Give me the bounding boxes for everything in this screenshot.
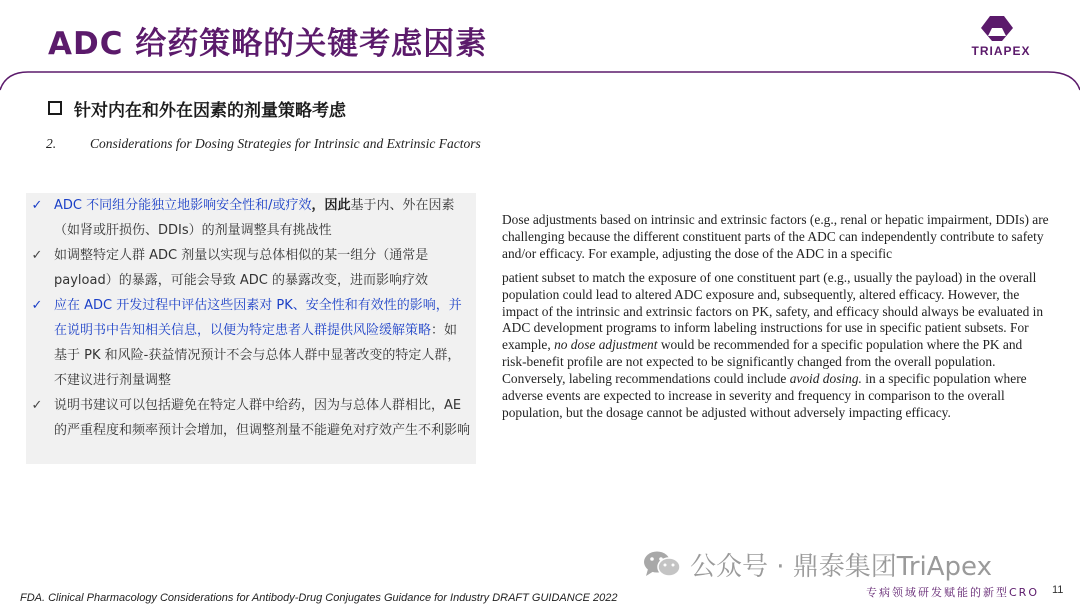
- bullet-1-connector: ，因此: [311, 198, 351, 213]
- chinese-summary-box: [26, 193, 476, 464]
- section-heading-text: 针对内在和外在因素的剂量策略考虑: [74, 101, 346, 121]
- emphasis-text: avoid dosing.: [789, 371, 862, 387]
- check-icon: ✓: [31, 398, 43, 413]
- footer-tagline: 专病领域研发赋能的新型CRO: [866, 586, 1039, 599]
- watermark: [642, 546, 992, 586]
- triapex-logo-icon: [980, 14, 1014, 42]
- bullet-3-text: ：如基于 PK 和风险-获益情况预计不会与总体人群中显著改变的特定人群，不建议进行剂量调整: [54, 323, 461, 388]
- watermark-text: 公众号 · 鼎泰集团TriApex: [690, 552, 992, 582]
- bullet-item: [26, 243, 476, 293]
- footnote-citation: FDA. Clinical Pharmacology Considerations for Antibody-Drug Conjugates Guidance for Industry DRAFT GUIDANCE 2022: [20, 592, 618, 604]
- english-text: patient subset to match the exposure of one constituent part (e.g., usually the payload) in the overall population could lead to altered ADC exposure and, subsequently, altered efficacy. However, the impact of the intrinsic and extrinsic factors on PK, safety, and efficacy should always be evaluated in ADC development programs to inform labeling instructions for use in specific patient subsets. For example,: [502, 269, 1044, 353]
- subheading-text: Considerations for Dosing Strategies for Intrinsic and Extrinsic Factors: [90, 136, 481, 151]
- slide-title: ADC 给药策略的关键考虑因素: [48, 26, 488, 62]
- bullet-item: [26, 193, 476, 243]
- header-divider-curve: [0, 62, 1080, 92]
- bullet-item: [26, 393, 476, 443]
- bullet-1-text: 基于内、外在因素（如肾或肝损伤、DDIs）的剂量调整具有挑战性: [54, 198, 455, 238]
- english-paragraph-1: Dose adjustments based on intrinsic and extrinsic factors (e.g., renal or hepatic impairment, DDIs) are challenging because the different constituent parts of the ADC can independently contribute to safety and/or efficacy. For example, adjusting the dose of the ADC in a specific: [502, 212, 1049, 261]
- bullet-item: [26, 293, 476, 393]
- check-icon: ✓: [31, 248, 43, 263]
- english-subheading: [46, 136, 481, 152]
- check-icon: ✓: [31, 298, 43, 313]
- page-number: 11: [1052, 584, 1064, 596]
- subheading-number: 2.: [46, 136, 57, 151]
- english-paragraph-2: [502, 270, 1050, 422]
- section-heading: [48, 96, 346, 121]
- square-outline-icon: [48, 101, 62, 115]
- bullet-2-text: 如调整特定人群 ADC 剂量以实现与总体相似的某一组分（通常是 payload）的暴露，可能会导致 ADC 的暴露改变，进而影响疗效: [54, 248, 429, 288]
- wechat-icon: [642, 549, 682, 586]
- english-guidance-text: [502, 212, 1050, 422]
- bullet-1-highlight: ADC 不同组分能独立地影响安全性和/或疗效: [54, 198, 312, 213]
- logo-text: TRIAPEX: [971, 44, 1031, 58]
- check-icon: ✓: [31, 198, 43, 213]
- english-text: in a specific population where adverse events are expected to increase in severity and frequency in comparison to the overall population, but the dosage cannot be adjusted without adversely impacting efficacy.: [502, 371, 1027, 420]
- bullet-4-text: 说明书建议可以包括避免在特定人群中给药，因为与总体人群相比，AE 的严重程度和频率预计会增加，但调整剂量不能避免对疗效产生不利影响: [54, 398, 471, 438]
- emphasis-text: no dose adjustment: [554, 337, 658, 353]
- english-text: would be recommended for a specific population where the PK and risk-benefit profile are not expected to be significantly changed from the overall population. Conversely, labeling recommendations could include: [502, 337, 1023, 387]
- company-logo: [960, 14, 1038, 60]
- bullet-3-highlight: 应在 ADC 开发过程中评估这些因素对 PK、安全性和有效性的影响，并在说明书中告知相关信息，以便为特定患者人群提供风险缓解策略: [54, 298, 462, 338]
